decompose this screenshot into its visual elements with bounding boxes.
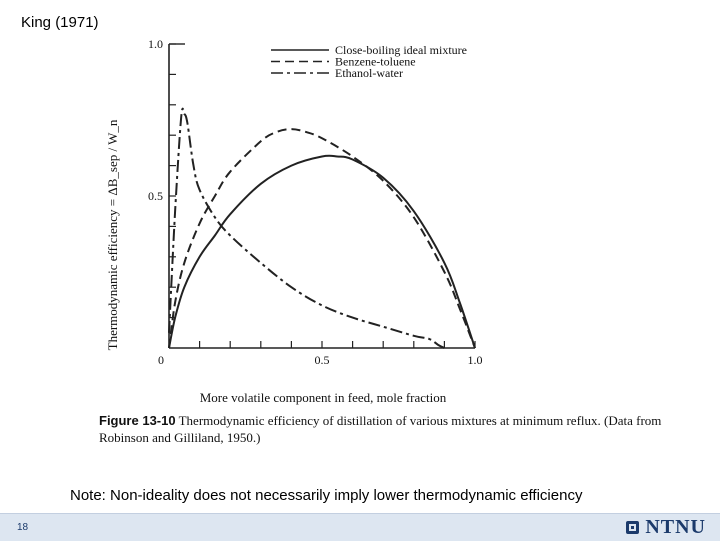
x-tick-label: 0.5	[314, 353, 330, 367]
slide-footer	[0, 513, 720, 541]
ntnu-logo-icon	[626, 521, 639, 534]
series-line-1	[169, 156, 475, 348]
x-axis-label: More volatile component in feed, mole fraction	[199, 390, 447, 405]
efficiency-chart	[95, 30, 515, 410]
figure-caption-text: Thermodynamic efficiency of distillation of various mixtures at minimum reflux. (Data from Robinson and Gilliland, 1950.)	[99, 413, 662, 445]
slide-title: King (1971)	[21, 14, 99, 31]
figure-caption	[99, 412, 689, 446]
chart-legend	[271, 43, 467, 80]
y-tick-label: 1.0	[148, 37, 163, 51]
x-tick-label: 0	[158, 353, 164, 367]
ntnu-logo	[626, 516, 706, 539]
ntnu-logo-text: NTNU	[645, 516, 706, 538]
legend-label-2: Benzene-toluene	[335, 54, 416, 69]
x-tick-label: 1.0	[467, 353, 483, 367]
y-axis-label: Thermodynamic efficiency = ΔB_sep / W_n	[105, 119, 120, 351]
series-line-2	[169, 129, 475, 348]
chart-curves	[169, 109, 475, 348]
legend-label-1: Close-boiling ideal mixture	[335, 43, 467, 57]
series-line-3	[169, 109, 444, 348]
page-number: 18	[17, 522, 29, 533]
slide-note: Note: Non-ideality does not necessarily imply lower thermodynamic efficiency	[70, 487, 583, 504]
legend-label-3: Ethanol-water	[335, 66, 403, 80]
chart-ticks	[148, 37, 483, 367]
figure-caption-label: Figure 13-10	[99, 413, 176, 428]
y-tick-label: 0.5	[148, 189, 163, 203]
